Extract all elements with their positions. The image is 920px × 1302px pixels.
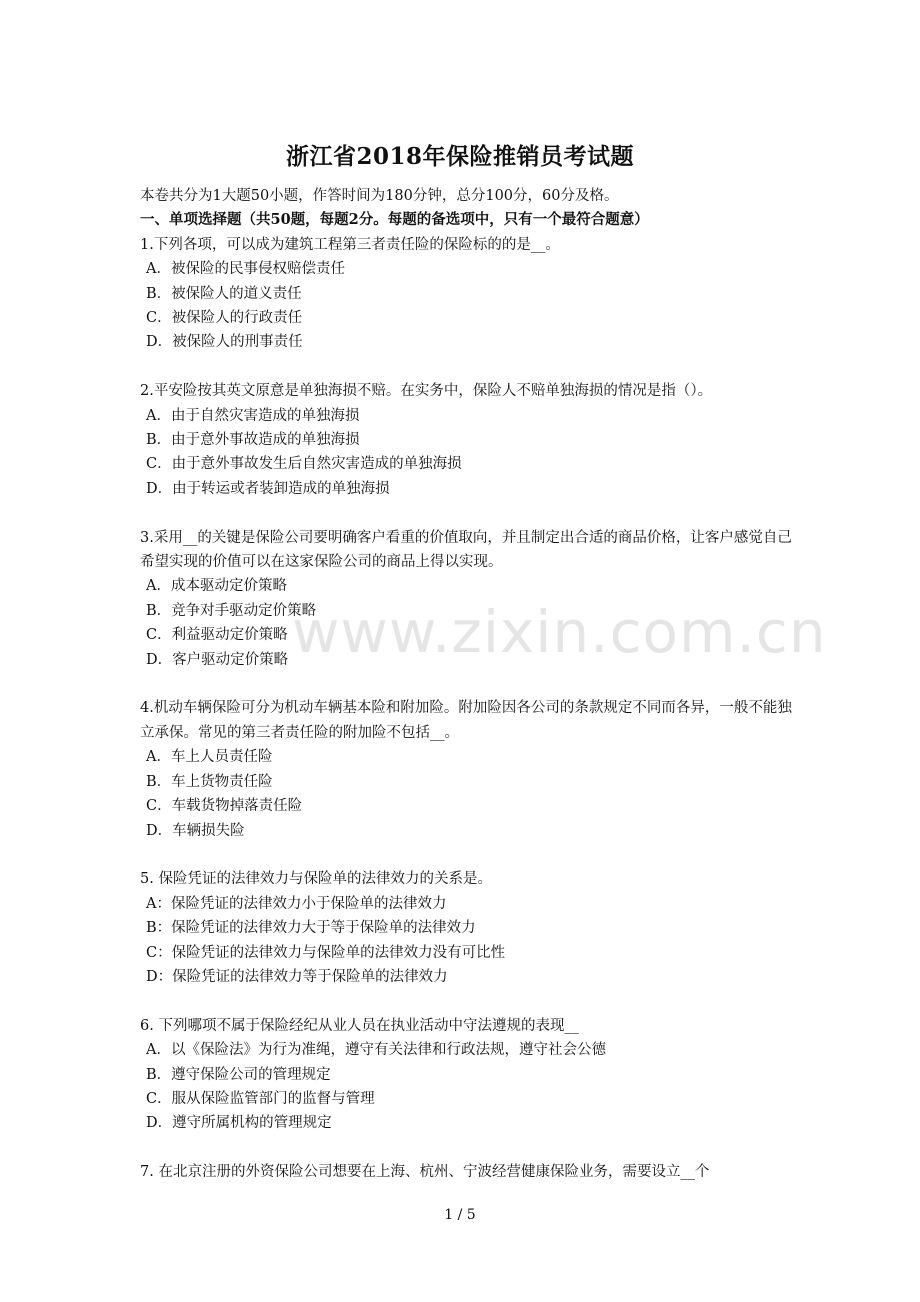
option-b: B．由于意外事故造成的单独海损	[146, 432, 360, 449]
question-2	[140, 379, 800, 501]
option-d: D．车辆损失险	[146, 822, 245, 839]
question-text: 2.平安险按其英文原意是单独海损不赔。在实务中，保险人不赔单独海损的情况是指（）。	[140, 383, 713, 400]
question-text: 7. 在北京注册的外资保险公司想要在上海、杭州、宁波经营健康保险业务，需要设立__个	[140, 1164, 710, 1181]
option-b: B．竞争对手驱动定价策略	[146, 602, 317, 619]
question-6	[140, 1014, 800, 1136]
option-a: A：保险凭证的法律效力小于保险单的法律效力	[146, 895, 447, 912]
option-c: C．车载货物掉落责任险	[146, 798, 303, 815]
page-number: 1 / 5	[444, 1207, 476, 1223]
option-d: D：保险凭证的法律效力等于保险单的法律效力	[146, 968, 448, 985]
question-4	[140, 696, 800, 842]
section-heading: 一、单项选择题（共50题，每题2分。每题的备选项中，只有一个最符合题意）	[140, 211, 649, 229]
option-c: C．由于意外事故发生后自然灾害造成的单独海损	[146, 456, 462, 473]
option-d: D．被保险人的刑事责任	[146, 334, 303, 351]
question-text: 1.下列各项，可以成为建筑工程第三者责任险的保险标的的是__。	[140, 236, 560, 253]
option-c: C．服从保险监管部门的监督与管理	[146, 1090, 375, 1107]
option-b: B．车上货物责任险	[146, 773, 273, 790]
question-text: 5. 保险凭证的法律效力与保险单的法律效力的关系是。	[140, 871, 492, 888]
option-c: C：保险凭证的法律效力与保险单的法律效力没有可比性	[146, 944, 506, 961]
option-b: B．被保险人的道义责任	[146, 285, 302, 302]
option-a: A．车上人员责任险	[146, 749, 273, 766]
question-3	[140, 526, 800, 672]
question-text: 3.采用__的关键是保险公司要明确客户看重的价值取向，并且制定出合适的商品价格，让客户感觉自己希望实现的价值可以在这家保险公司的商品上得以实现。	[140, 529, 792, 571]
document-title: 浙江省2018年保险推销员考试题	[285, 143, 634, 170]
question-5	[140, 867, 800, 989]
document-body	[140, 184, 800, 1185]
option-a: A．成本驱动定价策略	[146, 578, 287, 595]
watermark: www.zixin.com.cn	[292, 598, 827, 666]
option-a: A．被保险的民事侵权赔偿责任	[146, 261, 345, 278]
option-d: D．客户驱动定价策略	[146, 651, 289, 668]
option-a: A．以《保险法》为行为准绳，遵守有关法律和行政法规，遵守社会公德	[146, 1042, 606, 1059]
question-text: 6. 下列哪项不属于保险经纪从业人员在执业活动中守法遵规的表现__	[140, 1017, 579, 1034]
option-c: C．利益驱动定价策略	[146, 627, 288, 644]
option-b: B：保险凭证的法律效力大于等于保险单的法律效力	[146, 920, 476, 937]
option-a: A．由于自然灾害造成的单独海损	[146, 407, 360, 424]
question-7	[140, 1160, 800, 1184]
option-d: D．遵守所属机构的管理规定	[146, 1115, 332, 1132]
exam-intro: 本卷共分为1大题50小题，作答时间为180分钟，总分100分，60分及格。	[140, 188, 619, 204]
option-c: C．被保险人的行政责任	[146, 310, 303, 327]
question-text: 4.机动车辆保险可分为机动车辆基本险和附加险。附加险因各公司的条款规定不同而各异，一般不能独立承保。常见的第三者责任险的附加险不包括__。	[140, 700, 792, 741]
option-b: B．遵守保险公司的管理规定	[146, 1066, 331, 1083]
option-d: D．由于转运或者装卸造成的单独海损	[146, 480, 390, 497]
question-1	[140, 233, 800, 355]
